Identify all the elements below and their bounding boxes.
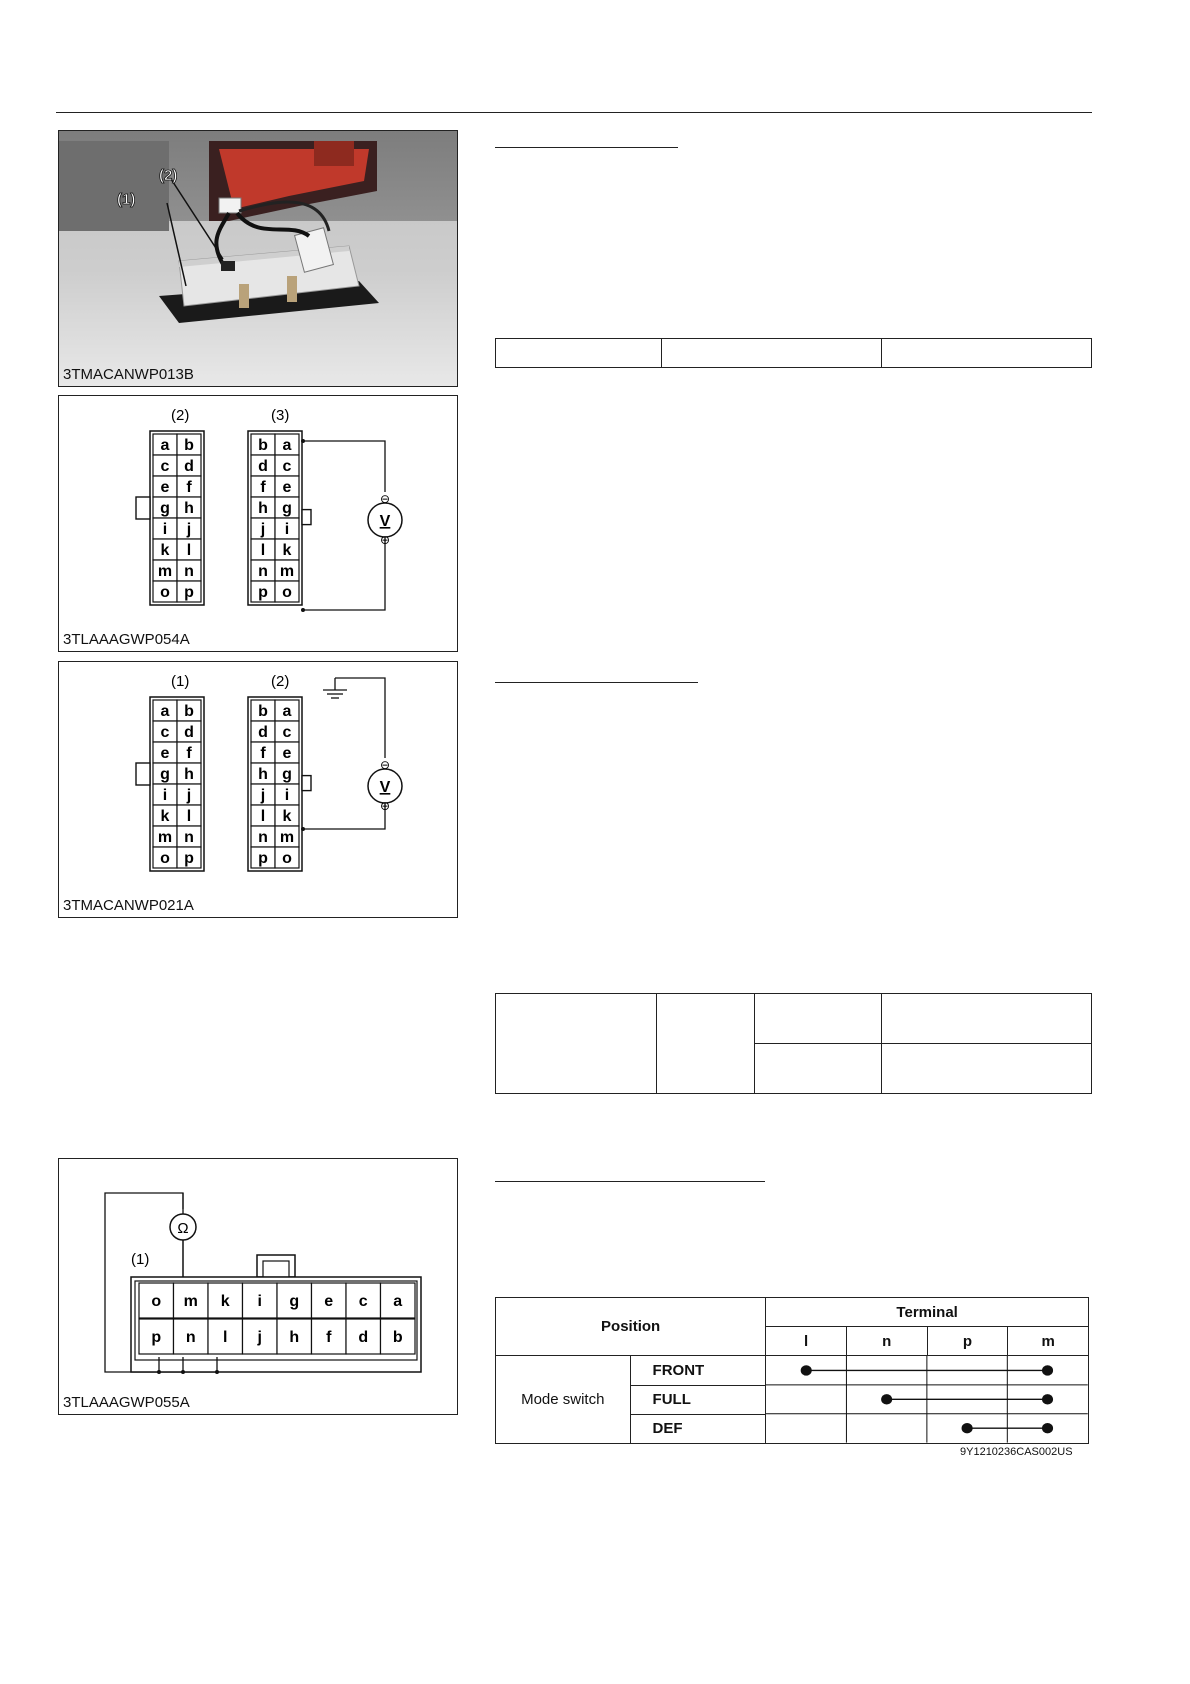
pin-i: i [284, 521, 290, 538]
pin-c: c [358, 1293, 368, 1310]
pin-l: l [260, 542, 266, 559]
pin-e: e [160, 479, 170, 496]
voltmeter-label: V [379, 779, 391, 796]
pin-i: i [162, 521, 168, 538]
fig3-caption: 3TMACANWP021A [63, 897, 194, 914]
pin-m: m [157, 563, 173, 580]
pin-l: l [223, 1329, 228, 1346]
pin-i: i [162, 787, 168, 804]
pin-m: m [183, 1293, 198, 1310]
pin-c: c [282, 724, 292, 741]
pin-o: o [282, 850, 292, 867]
continuity-dot [962, 1423, 973, 1433]
pin-m: m [279, 563, 295, 580]
pin-b: b [184, 703, 194, 720]
pin-h: h [258, 766, 268, 783]
pin-f: f [186, 479, 192, 496]
pin-j: j [186, 521, 192, 538]
pin-l: l [260, 808, 266, 825]
continuity-dot [801, 1366, 812, 1376]
mode-switch-terminal-table [495, 1297, 1089, 1444]
continuity-chart [766, 1356, 1088, 1443]
pin-h: h [184, 766, 194, 783]
pin-j: j [260, 521, 266, 538]
pin-a: a [282, 437, 292, 454]
pin-a: a [160, 437, 170, 454]
pin-f: f [326, 1329, 332, 1346]
pin-b: b [258, 703, 268, 720]
pin-m: m [279, 829, 295, 846]
pin-f: f [260, 479, 266, 496]
voltmeter-label: V [379, 513, 391, 530]
connector-voltage-figure-b [58, 661, 458, 918]
terminal-header: Terminal [766, 1298, 1089, 1327]
pin-i: i [257, 1293, 262, 1310]
mode-switch-label: Mode switch [496, 1356, 631, 1444]
pin-d: d [258, 458, 268, 475]
plus-terminal-icon: ⊕ [379, 799, 391, 813]
pin-l: l [186, 808, 192, 825]
document-id: 9Y1210236CAS002US [960, 1446, 1073, 1458]
pin-c: c [160, 458, 170, 475]
pin-d: d [258, 724, 268, 741]
pin-a: a [393, 1293, 403, 1310]
section-heading-rule-1 [495, 147, 678, 148]
ground-icon [323, 690, 347, 698]
minus-terminal-icon: ⊖ [379, 492, 391, 506]
pin-j: j [260, 787, 266, 804]
terminal-n: n [846, 1327, 927, 1356]
continuity-dot [1042, 1395, 1053, 1405]
pin-o: o [151, 1293, 162, 1310]
top-rule [56, 112, 1092, 113]
pin-i: i [284, 787, 290, 804]
row-full-label: FULL [630, 1385, 766, 1414]
continuity-dot [881, 1395, 892, 1405]
fig4-caption: 3TLAAAGWP055A [63, 1394, 190, 1411]
pin-j: j [257, 1329, 262, 1346]
pin-k: k [160, 542, 170, 559]
connector-right [248, 431, 311, 605]
row-def-label: DEF [630, 1414, 766, 1443]
photo-figure [58, 130, 458, 387]
pin-j: j [186, 787, 192, 804]
pin-m: m [157, 829, 173, 846]
mode-switch-continuity-figure [58, 1158, 458, 1415]
section-heading-rule-2 [495, 682, 698, 683]
pin-e: e [160, 745, 170, 762]
pin-h: h [184, 500, 194, 517]
minus-terminal-icon: ⊖ [379, 758, 391, 772]
pin-o: o [160, 850, 170, 867]
pin-a: a [282, 703, 292, 720]
pin-f: f [260, 745, 266, 762]
connector-left [136, 697, 204, 871]
pin-e: e [282, 479, 292, 496]
connector-right [248, 697, 311, 871]
pin-k: k [282, 808, 292, 825]
pin-e: e [282, 745, 292, 762]
pin-n: n [258, 829, 268, 846]
pin-o: o [282, 584, 292, 601]
pin-p: p [184, 584, 194, 601]
callout-2: (2) [159, 167, 178, 184]
connector-left [136, 431, 204, 605]
pin-d: d [184, 724, 194, 741]
continuity-dot [1042, 1423, 1053, 1433]
pin-g: g [160, 766, 170, 783]
pin-n: n [185, 1329, 196, 1346]
pin-c: c [160, 724, 170, 741]
pin-h: h [289, 1329, 300, 1346]
pin-c: c [282, 458, 292, 475]
pin-p: p [184, 850, 194, 867]
pin-e: e [324, 1293, 334, 1310]
pin-g: g [160, 500, 170, 517]
fig2-caption: 3TLAAAGWP054A [63, 631, 190, 648]
pin-g: g [282, 766, 292, 783]
pin-g: g [282, 500, 292, 517]
pin-o: o [160, 584, 170, 601]
pin-p: p [151, 1329, 162, 1346]
terminal-m: m [1008, 1327, 1089, 1356]
fig3-label-right: (2) [271, 673, 290, 690]
pin-k: k [160, 808, 170, 825]
pin-f: f [186, 745, 192, 762]
fig3-label-left: (1) [171, 673, 190, 690]
fig2-label-right: (3) [271, 407, 290, 424]
pin-l: l [186, 542, 192, 559]
ohmmeter-label: Ω [177, 1220, 189, 1237]
pin-h: h [258, 500, 268, 517]
pin-p: p [258, 850, 268, 867]
section-heading-rule-3 [495, 1181, 765, 1182]
connector-voltage-figure-a [58, 395, 458, 652]
row-front-label: FRONT [630, 1356, 766, 1385]
fig2-label-left: (2) [171, 407, 190, 424]
pin-p: p [258, 584, 268, 601]
pin-b: b [258, 437, 268, 454]
pin-d: d [184, 458, 194, 475]
connector-16-pin [139, 1283, 415, 1354]
pin-k: k [220, 1293, 230, 1310]
pin-b: b [184, 437, 194, 454]
pin-n: n [184, 829, 194, 846]
pin-d: d [358, 1329, 369, 1346]
fig4-label: (1) [131, 1251, 150, 1268]
terminal-l: l [766, 1327, 847, 1356]
pin-b: b [392, 1329, 403, 1346]
pin-g: g [289, 1293, 300, 1310]
plus-terminal-icon: ⊕ [379, 533, 391, 547]
continuity-dot [1042, 1366, 1053, 1376]
terminal-p: p [927, 1327, 1008, 1356]
blank-table-1 [495, 338, 1092, 368]
callout-1: (1) [117, 191, 136, 208]
pin-k: k [282, 542, 292, 559]
photo-illustration [59, 131, 457, 386]
photo-caption: 3TMACANWP013B [63, 366, 194, 383]
pin-a: a [160, 703, 170, 720]
pin-n: n [184, 563, 194, 580]
position-header: Position [496, 1298, 766, 1356]
pin-n: n [258, 563, 268, 580]
blank-table-2 [495, 993, 1092, 1094]
